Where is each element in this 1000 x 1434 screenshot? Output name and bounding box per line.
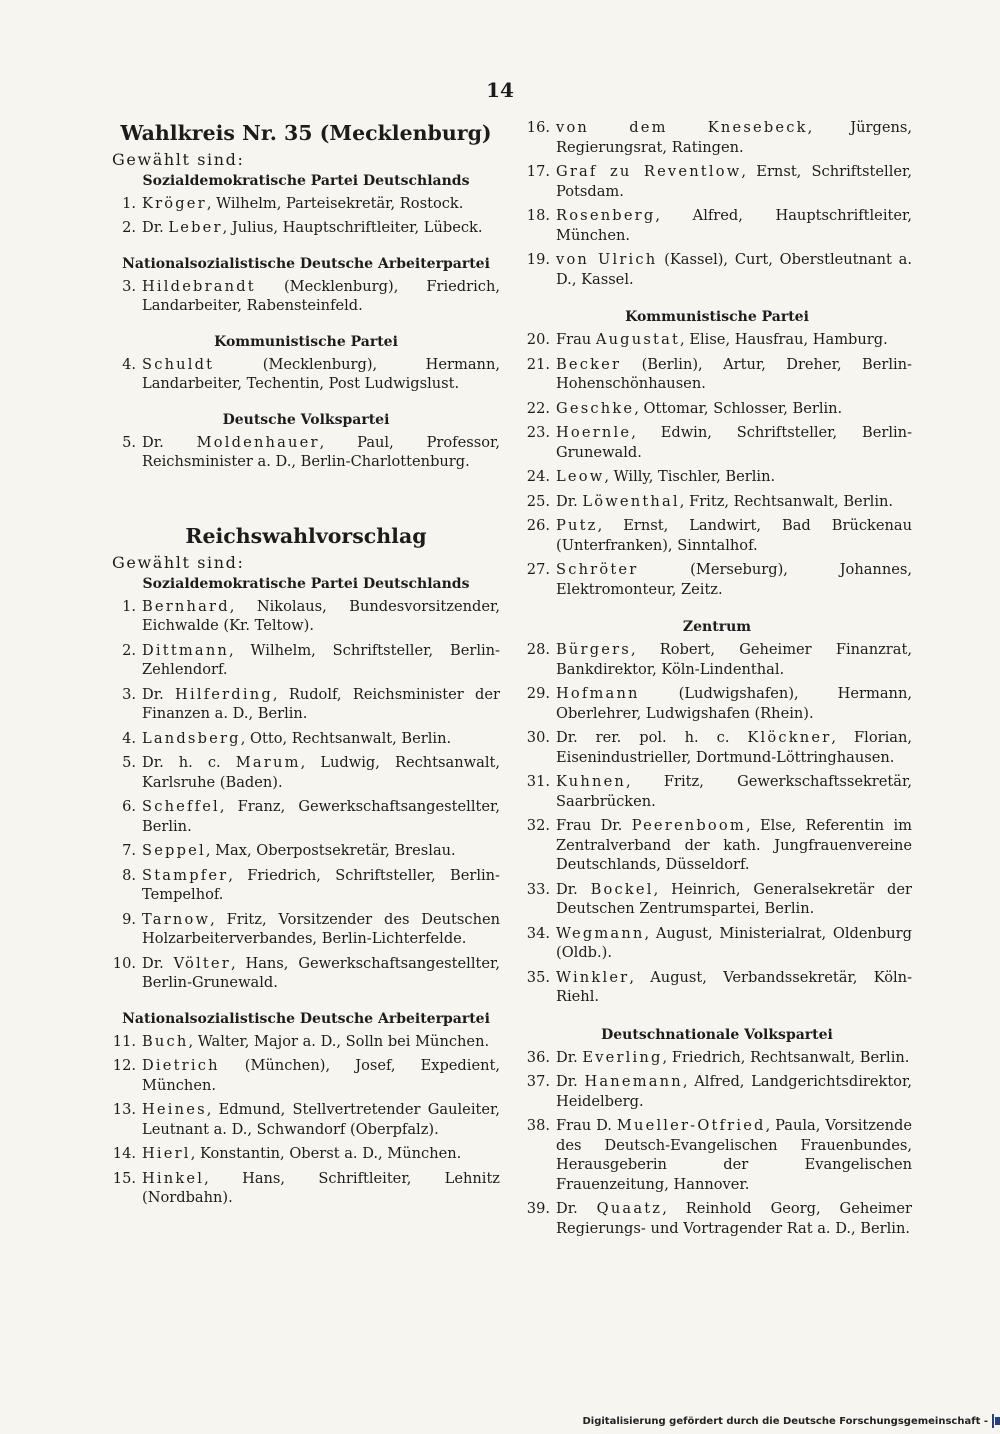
entry-text (556, 467, 912, 487)
list-item (522, 162, 912, 201)
list-item (112, 797, 500, 836)
list-item (112, 753, 500, 792)
entry-text (142, 641, 500, 680)
entry-details: , Friedrich, Schriftsteller, Berlin-Tempelhof. (142, 866, 500, 904)
entry-surname: Tarnow (142, 910, 211, 928)
wahlkreis-groups (112, 173, 500, 472)
entry-details: , Willy, Tischler, Berlin. (604, 468, 776, 486)
entry-text (556, 1199, 912, 1238)
entry-surname: Hanemann (584, 1073, 683, 1091)
entry-prefix: Dr. rer. pol. h. c. (556, 729, 748, 747)
list-item (522, 516, 912, 555)
entry-prefix: Dr. h. c. (142, 754, 236, 772)
entry-surname: Buch (142, 1032, 189, 1050)
entry-number: 38. (526, 1117, 550, 1135)
party-heading: Nationalsozialistische Deutsche Arbeiterpartei (122, 255, 490, 272)
list-item (522, 1199, 912, 1238)
entry-number: 39. (526, 1200, 550, 1218)
entry-text (142, 277, 500, 316)
entry-surname: Quaatz (596, 1200, 663, 1218)
entry-text (556, 330, 912, 350)
entry-details: , Fritz, Gewerkschaftssekretär, Saarbrücken. (556, 773, 912, 810)
list-item (112, 433, 500, 472)
entry-number: 26. (526, 517, 550, 535)
elected-label: Gewählt sind: (112, 552, 245, 572)
entry-number: 4. (122, 355, 136, 373)
entry-surname: Klöckner (747, 729, 832, 747)
entry-details: (München), Josef, Expedient, München. (142, 1057, 500, 1094)
entry-text (142, 355, 500, 394)
entry-number: 33. (526, 880, 550, 898)
entry-details: , Ludwig, Rechtsanwalt, Karlsruhe (Baden). (142, 754, 500, 791)
entry-text (142, 910, 500, 949)
list-item (522, 880, 912, 919)
entry-number: 22. (526, 399, 550, 417)
entry-number: 30. (526, 729, 550, 747)
reichswahl-groups-right (522, 309, 912, 1238)
list-item (112, 597, 500, 636)
entry-text (556, 1072, 912, 1111)
entry-prefix: Dr. (142, 954, 174, 972)
entry-text (556, 640, 912, 679)
list-item (112, 729, 500, 749)
entry-prefix: Dr. (556, 1073, 585, 1091)
entry-prefix: Dr. (556, 492, 583, 510)
entry-details: , Ernst, Schriftsteller, Potsdam. (556, 163, 913, 200)
entry-text (142, 218, 500, 238)
party-heading: Sozialdemokratische Partei Deutschlands (142, 575, 470, 592)
list-item (112, 841, 500, 861)
entry-details: , Nikolaus, Bundesvorsitzender, Eichwalde (Kr. Teltow). (142, 597, 500, 635)
entry-surname: Schröter (556, 561, 639, 579)
footer-text: Digitalisierung gefördert durch die Deutsche Forschungsgemeinschaft - (582, 1415, 988, 1427)
entry-number: 18. (526, 207, 550, 224)
party-heading: Deutschnationale Volkspartei (601, 1026, 833, 1043)
list-item (112, 1169, 500, 1208)
entry-text (142, 1144, 500, 1164)
entry-surname: Marum (235, 754, 301, 772)
entry-details: , Edwin, Schriftsteller, Berlin-Grunewald. (556, 424, 912, 461)
list-item (522, 968, 912, 1007)
entry-text (556, 492, 912, 512)
list-item (112, 277, 500, 316)
entry-surname: Graf zu Reventlow (556, 163, 742, 180)
party-heading: Zentrum (682, 619, 752, 636)
list-item (112, 866, 500, 905)
entry-text (142, 797, 500, 836)
entry-surname: Scheffel (142, 798, 220, 816)
entry-number: 9. (122, 910, 136, 928)
list-item (522, 399, 912, 419)
entry-text (556, 924, 912, 963)
entry-number: 23. (526, 424, 550, 442)
entry-text (556, 816, 912, 875)
entry-surname: Everling (582, 1048, 663, 1066)
entry-surname: von Ulrich (556, 251, 658, 268)
entry-details: (Kassel), Curt, Oberstleutnant a. D., Kassel. (556, 251, 912, 288)
entry-text (142, 1169, 500, 1208)
digitization-footer (582, 1414, 994, 1428)
entry-surname: Putz (556, 517, 598, 535)
list-item (112, 1100, 500, 1139)
entry-text (142, 597, 500, 636)
entry-number: 8. (122, 866, 136, 884)
entry-details: , Konstantin, Oberst a. D., München. (190, 1145, 462, 1163)
reichswahl-continued-entries (522, 118, 912, 289)
entry-details: , Franz, Gewerkschaftsangestellter, Berlin. (142, 798, 500, 835)
entry-prefix: Frau (556, 331, 596, 349)
list-item (522, 640, 912, 679)
list-item (112, 641, 500, 680)
entry-surname: Leow (556, 468, 605, 486)
entry-prefix: Dr. (556, 880, 591, 898)
entry-details: , Hans, Schriftleiter, Lehnitz (Nordbahn). (142, 1169, 500, 1207)
entry-number: 35. (526, 968, 550, 986)
entry-details: , Wilhelm, Parteisekretär, Rostock. (206, 194, 464, 212)
party-heading: Kommunistische Partei (625, 309, 809, 325)
entry-text (556, 772, 912, 811)
entry-number: 29. (526, 685, 550, 703)
entry-details: , Else, Referentin im Zentralverband der kath. Jungfrauenvereine Deutschlands, Düsseldorf. (556, 817, 912, 874)
list-item (522, 728, 912, 767)
list-item (112, 194, 500, 214)
entry-surname: Hierl (142, 1145, 191, 1163)
entry-number: 20. (526, 331, 550, 349)
entry-text (556, 206, 912, 245)
entry-text (142, 1056, 500, 1095)
entry-number: 17. (526, 163, 550, 180)
entry-number: 2. (122, 219, 136, 237)
entry-surname: Stampfer (142, 866, 229, 884)
entry-details: , Walter, Major a. D., Solln bei München. (188, 1032, 490, 1050)
entry-number: 2. (122, 641, 136, 659)
entry-surname: Bernhard (142, 597, 230, 615)
list-item (522, 684, 912, 723)
entry-details: , Jürgens, Regierungsrat, Ratingen. (556, 119, 912, 156)
entry-text (556, 118, 912, 157)
entry-surname: Geschke (556, 399, 635, 417)
entry-text (556, 250, 912, 289)
list-item (112, 910, 500, 949)
entry-surname: Hildebrandt (142, 277, 256, 295)
list-item (112, 218, 500, 238)
entry-details: , August, Verbandssekretär, Köln-Riehl. (556, 968, 912, 1006)
entry-number: 28. (526, 641, 550, 659)
list-item (522, 772, 912, 811)
entry-text (142, 841, 500, 861)
list-item (522, 330, 912, 350)
entry-details: , Max, Oberpostsekretär, Breslau. (205, 842, 456, 860)
entry-text (142, 1100, 500, 1139)
list-item (522, 1048, 912, 1068)
list-item (522, 118, 912, 157)
entry-number: 25. (526, 492, 550, 510)
entry-surname: Heines (142, 1101, 207, 1119)
entry-details: (Merseburg), Johannes, Elektromonteur, Zeitz. (556, 561, 912, 598)
entry-details: , Rudolf, Reichsminister der Finanzen a. D., Berlin. (142, 685, 500, 723)
list-item (112, 685, 500, 724)
entry-number: 5. (122, 754, 136, 772)
entry-text (556, 880, 912, 919)
dfg-logo-icon (992, 1414, 994, 1428)
entry-text (142, 194, 500, 214)
entry-details: (Mecklenburg), Hermann, Landarbeiter, Techentin, Post Ludwigslust. (142, 355, 500, 393)
section-title-reichswahlvorschlag: Reichswahlvorschlag (185, 523, 427, 548)
entry-details: , Hans, Gewerkschaftsangestellter, Berlin-Grunewald. (142, 954, 500, 992)
entry-surname: Bockel (590, 880, 654, 898)
entry-details: , Reinhold Georg, Geheimer Regierungs- und Vortragender Rat a. D., Berlin. (556, 1200, 912, 1237)
entry-number: 13. (112, 1101, 136, 1119)
entry-details: , Fritz, Rechtsanwalt, Berlin. (679, 492, 894, 510)
entry-surname: Dietrich (142, 1057, 220, 1075)
entry-surname: Löwenthal (582, 492, 680, 510)
entry-text (142, 1032, 500, 1052)
list-item (522, 492, 912, 512)
entry-prefix: Dr. (142, 685, 176, 703)
entry-text (142, 753, 500, 792)
entry-text (142, 954, 500, 993)
entry-text (556, 684, 912, 723)
party-heading: Sozialdemokratische Partei Deutschlands (142, 172, 470, 189)
entry-number: 27. (526, 561, 550, 579)
entry-text (556, 560, 912, 599)
entry-prefix: Dr. (556, 1200, 597, 1218)
entry-surname: Becker (556, 355, 622, 373)
right-column (522, 118, 912, 1243)
list-item (522, 423, 912, 462)
entry-number: 19. (526, 251, 550, 268)
section-title-wahlkreis: Wahlkreis Nr. 35 (Mecklenburg) (120, 121, 492, 145)
page-number: 14 (486, 78, 514, 102)
elected-label: Gewählt sind: (112, 149, 245, 169)
party-heading: Nationalsozialistische Deutsche Arbeiterpartei (122, 1010, 490, 1027)
entry-details: , Heinrich, Generalsekretär der Deutschen Zentrumspartei, Berlin. (556, 880, 912, 918)
entry-details: , Julius, Hauptschriftleiter, Lübeck. (222, 219, 483, 237)
list-item (112, 355, 500, 394)
entry-text (556, 968, 912, 1007)
entry-surname: Kröger (142, 194, 207, 212)
entry-details: , Elise, Hausfrau, Hamburg. (680, 331, 888, 349)
entry-text (556, 399, 912, 419)
entry-surname: Bürgers (556, 641, 631, 659)
party-heading: Kommunistische Partei (214, 333, 398, 350)
list-item (112, 1032, 500, 1052)
entry-prefix: Frau Dr. (556, 817, 632, 835)
list-item (522, 206, 912, 245)
entry-details: , Fritz, Vorsitzender des Deutschen Holzarbeiterverbandes, Berlin-Lichterfelde. (142, 910, 500, 948)
entry-surname: Hofmann (556, 685, 640, 703)
list-item (522, 816, 912, 875)
list-item (112, 1056, 500, 1095)
entry-number: 14. (112, 1145, 136, 1163)
left-column (112, 118, 500, 1213)
entry-prefix: Frau D. (556, 1117, 617, 1135)
entry-prefix: Dr. (556, 1048, 583, 1066)
entry-number: 3. (122, 277, 136, 295)
entry-details: , Alfred, Hauptschriftleiter, München. (556, 207, 912, 244)
list-item (522, 560, 912, 599)
entry-surname: von dem Knesebeck (556, 119, 808, 136)
entry-number: 4. (122, 729, 136, 747)
list-item (522, 924, 912, 963)
entry-number: 7. (122, 842, 136, 860)
entry-prefix: Dr. (142, 433, 197, 451)
entry-text (556, 423, 912, 462)
entry-surname: Augustat (595, 331, 681, 349)
entry-text (556, 355, 912, 394)
entry-number: 6. (122, 798, 136, 816)
entry-surname: Landsberg (142, 729, 241, 747)
entry-details: , Ottomar, Schlosser, Berlin. (634, 399, 843, 417)
list-item (522, 1072, 912, 1111)
entry-text (556, 516, 912, 555)
entry-number: 11. (112, 1032, 136, 1050)
entry-surname: Peerenboom (631, 817, 746, 835)
entry-details: , August, Ministerialrat, Oldenburg (Oldb.). (556, 924, 912, 962)
entry-surname: Winkler (556, 968, 630, 986)
list-item (112, 954, 500, 993)
entry-text (556, 162, 912, 201)
entry-surname: Moldenhauer (196, 433, 320, 451)
entry-surname: Mueller-Otfried (616, 1117, 766, 1135)
list-item (522, 467, 912, 487)
entry-surname: Dittmann (142, 641, 230, 659)
entry-surname: Wegmann (556, 924, 645, 942)
entry-number: 36. (526, 1048, 550, 1066)
list-item (522, 250, 912, 289)
entry-prefix: Dr. (142, 219, 169, 237)
entry-number: 10. (112, 954, 136, 972)
entry-details: , Edmund, Stellvertretender Gauleiter, Leutnant a. D., Schwandorf (Oberpfalz). (142, 1101, 500, 1138)
entry-details: , Alfred, Landgerichtsdirektor, Heidelberg. (556, 1073, 912, 1110)
entry-number: 31. (526, 773, 550, 791)
entry-number: 32. (526, 817, 550, 835)
entry-details: (Ludwigshafen), Hermann, Oberlehrer, Ludwigshafen (Rhein). (556, 685, 912, 722)
entry-surname: Leber (168, 219, 223, 237)
entry-text (142, 866, 500, 905)
list-item (522, 355, 912, 394)
entry-text (142, 433, 500, 472)
entry-number: 15. (112, 1169, 136, 1187)
entry-details: (Berlin), Artur, Dreher, Berlin-Hohenschönhausen. (556, 355, 912, 393)
entry-number: 3. (122, 685, 136, 703)
entry-details: , Otto, Rechtsanwalt, Berlin. (240, 729, 452, 747)
entry-surname: Schuldt (142, 355, 215, 373)
entry-text (556, 1048, 912, 1068)
entry-surname: Seppel (142, 842, 206, 860)
entry-details: (Mecklenburg), Friedrich, Landarbeiter, Rabensteinfeld. (142, 277, 500, 315)
entry-text (556, 728, 912, 767)
entry-details: , Robert, Geheimer Finanzrat, Bankdirektor, Köln-Lindenthal. (556, 641, 912, 678)
list-item (522, 1116, 912, 1194)
entry-surname: Hilferding (175, 685, 273, 703)
entry-number: 1. (122, 194, 136, 212)
entry-text (142, 729, 500, 749)
entry-surname: Rosenberg (556, 207, 656, 224)
list-item (112, 1144, 500, 1164)
entry-details: , Paul, Professor, Reichsminister a. D., Berlin-Charlottenburg. (142, 433, 500, 471)
entry-surname: Hinkel (142, 1169, 205, 1187)
entry-surname: Hoernle (556, 424, 632, 442)
entry-number: 37. (526, 1073, 550, 1091)
entry-surname: Kuhnen (556, 773, 627, 791)
entry-number: 24. (526, 468, 550, 486)
entry-details: , Friedrich, Rechtsanwalt, Berlin. (662, 1048, 910, 1066)
entry-number: 21. (526, 355, 550, 373)
entry-number: 16. (526, 119, 550, 136)
entry-number: 34. (526, 924, 550, 942)
entry-details: , Ernst, Landwirt, Bad Brückenau (Unterfranken), Sinntalhof. (556, 517, 912, 554)
entry-number: 5. (122, 433, 136, 451)
party-heading: Deutsche Volkspartei (222, 411, 390, 428)
entry-surname: Völter (173, 954, 231, 972)
entry-details: , Wilhelm, Schriftsteller, Berlin-Zehlendorf. (142, 641, 500, 679)
entry-number: 12. (112, 1057, 136, 1075)
reichswahl-groups-left (112, 576, 500, 1208)
entry-text (556, 1116, 912, 1194)
entry-text (142, 685, 500, 724)
entry-details: , Florian, Eisenindustrieller, Dortmund-Löttringhausen. (556, 729, 912, 766)
entry-details: , Paula, Vorsitzende des Deutsch-Evangelischen Frauenbundes, Herausgeberin der Evangelischen Frauenzeitung, Hannover. (556, 1117, 912, 1193)
entry-number: 1. (122, 597, 136, 615)
